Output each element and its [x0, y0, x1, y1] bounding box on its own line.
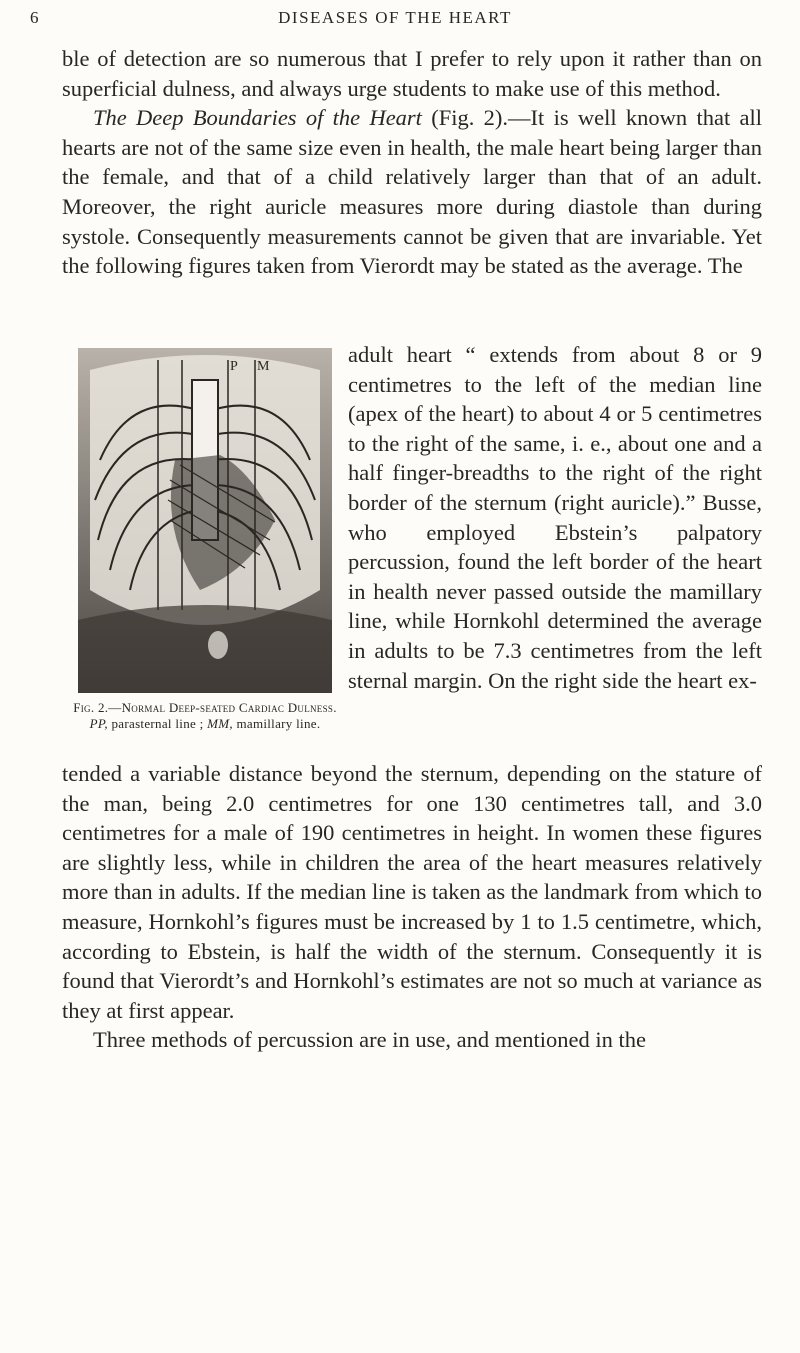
label-m: M	[257, 359, 270, 374]
caption-mm-text: mamillary line.	[232, 716, 321, 731]
label-p: P	[230, 359, 238, 374]
figure-2	[70, 340, 340, 760]
caption-pp-abbrev: PP,	[89, 716, 108, 731]
lower-text-block	[62, 759, 762, 1055]
figure-caption	[70, 700, 340, 732]
paragraph-methods: Three methods of percussion are in use, and mentioned in the	[93, 1027, 646, 1053]
paragraph-deep-boundaries	[62, 103, 762, 281]
caption-mm-abbrev: MM,	[207, 716, 233, 731]
page-header	[30, 8, 760, 38]
caption-title: Fig. 2.—Normal Deep-seated Cardiac Dulness.	[73, 700, 337, 715]
paragraph-continuation: ble of detection are so numerous that I prefer to rely upon it rather than on superficial dulness, and always urge students to make use of this method.	[62, 46, 762, 101]
chest-diagram-illustration	[70, 340, 340, 700]
caption-legend	[70, 716, 340, 732]
section-title: The Deep Boundaries of the Heart	[93, 105, 422, 131]
paragraph-text: (Fig. 2).—It is well known that all hearts are not of the same size even in health, the male heart being larger than the female, and that of a child relatively larger than that of an adult. Moreover, the right auricle measures more during diastole than during systole. Consequently measurements cannot be given that are invariable. Yet the following figures taken from Vierordt may be stated as the average. The	[62, 105, 763, 279]
page-number: 6	[30, 8, 40, 27]
caption-pp-text: parasternal line ;	[107, 716, 208, 731]
running-head: DISEASES OF THE HEART	[278, 8, 512, 27]
top-text-block	[62, 44, 762, 281]
paragraph-continuation-lower: tended a variable distance beyond the sternum, depending on the stature of the man, being 2.0 centimetres for one 130 centimetres tall, and 3.0 centimetres for a male of 190 centimetres in height. In women these figures are slightly less, while in children the area of the heart measures relatively more than in adults. If the median line is taken as the landmark from which to measure, Hornkohl’s figures must be increased by 1 to 1.5 centimetre, which, according to Ebstein, is half the width of the sternum. Consequently it is found that Vierordt’s and Hornkohl’s estimates are not so much at variance as they at first appear.	[62, 761, 762, 1023]
wrapped-paragraph: adult heart “ extends from about 8 or 9 centimetres to the left of the median line (apex of the heart) to about 4 or 5 centimetres to the right of the same, i. e., about one and a half finger-breadths to the right of the right border of the sternum (right auricle).” Busse, who employed Ebstein’s palpatory percussion, found the left border of the heart in health never passed outside the mamillary line, while Hornkohl determined the average in adults to be 7.3 centimetres from the left sternal margin. On the right side the heart ex-	[348, 342, 762, 693]
wrapped-text-column	[348, 340, 762, 695]
